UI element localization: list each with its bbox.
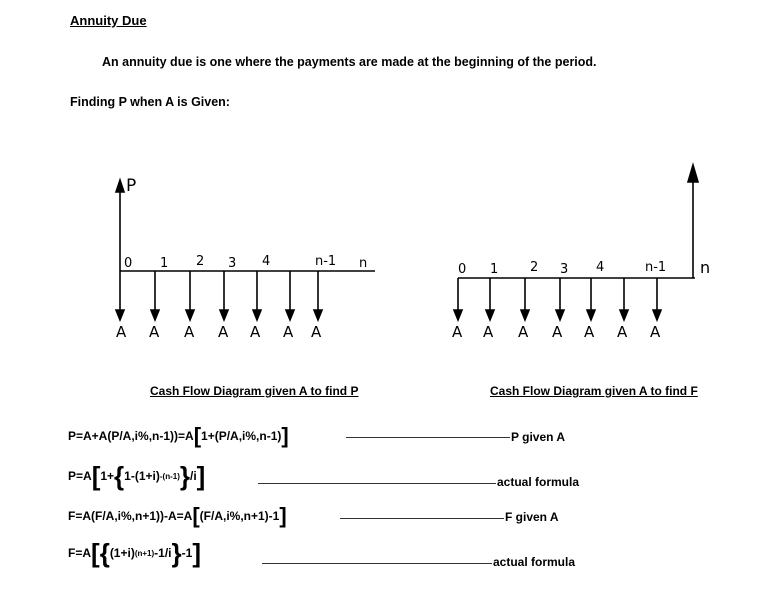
right-a-label: A xyxy=(584,323,595,341)
left-payment-arrow-head xyxy=(253,310,261,320)
right-a-label: A xyxy=(617,323,628,341)
left-brace: { xyxy=(99,538,110,568)
right-tick-4: 4 xyxy=(596,260,605,275)
right-diagram-caption: Cash Flow Diagram given A to find F xyxy=(490,384,698,398)
eq2-note: actual formula xyxy=(497,475,580,489)
right-payment-arrow-head xyxy=(486,310,494,320)
left-tick-n-1: n-1 xyxy=(315,254,337,269)
left-payment-arrow-head xyxy=(186,310,194,320)
eq2-num: 1-(1+i) xyxy=(124,469,160,483)
left-a-label: A xyxy=(116,323,127,341)
left-a-label: A xyxy=(250,323,261,341)
left-diagram-caption: Cash Flow Diagram given A to find P xyxy=(150,384,359,398)
right-tick-1: 1 xyxy=(490,262,499,277)
right-bracket: ] xyxy=(279,503,287,528)
right-a-label: A xyxy=(552,323,563,341)
left-a-label: A xyxy=(283,323,294,341)
left-payment-arrow-head xyxy=(314,310,322,320)
eq4-num: (1+i) xyxy=(109,546,135,560)
right-payment-arrow-head xyxy=(556,310,564,320)
left-a-label: A xyxy=(149,323,160,341)
eq3-inner: (F/A,i%,n+1)-1 xyxy=(199,509,280,523)
right-payment-arrow-head xyxy=(521,310,529,320)
left-bracket: [ xyxy=(192,503,200,528)
right-f-arrowhead xyxy=(688,165,698,182)
left-tick-1: 1 xyxy=(160,256,169,271)
left-payment-arrow-head xyxy=(116,310,124,320)
right-brace: } xyxy=(179,461,190,491)
left-a-label: A xyxy=(311,323,322,341)
eq1-inner: 1+(P/A,i%,n-1) xyxy=(201,429,282,443)
left-p-arrowhead xyxy=(116,180,124,192)
left-a-label: A xyxy=(184,323,195,341)
right-tick-3: 3 xyxy=(560,262,569,277)
left-payment-arrow-head xyxy=(151,310,159,320)
right-bracket: ] xyxy=(196,461,206,491)
eq1-lhs: P=A+A(P/A,i%,n-1))=A xyxy=(68,429,194,443)
left-bracket: [ xyxy=(91,538,100,568)
eq3-lhs: F=A(F/A,i%,n+1))-A=A xyxy=(68,509,193,523)
eq2-exponent: -(n-1) xyxy=(159,471,180,481)
eq4-lhs: F=A xyxy=(68,546,92,560)
eq3-note: F given A xyxy=(505,510,559,524)
section-heading: Finding P when A is Given: xyxy=(70,95,230,109)
eq2-div: /i xyxy=(189,469,197,483)
eq4-tail: -1 xyxy=(181,546,193,560)
left-payment-arrow-head xyxy=(286,310,294,320)
intro-text: An annuity due is one where the payments are made at the beginning of the period. xyxy=(102,55,597,69)
equation-4 xyxy=(68,540,201,566)
right-a-label: A xyxy=(483,323,494,341)
eq3-leader xyxy=(340,518,504,519)
left-payment-arrow-head xyxy=(220,310,228,320)
right-tick-n-1: n-1 xyxy=(645,260,667,275)
left-tick-2: 2 xyxy=(196,254,205,269)
right-brace: } xyxy=(171,538,182,568)
right-tick-2: 2 xyxy=(530,260,539,275)
right-tick-0: 0 xyxy=(458,262,467,277)
equation-1 xyxy=(68,425,289,447)
eq4-leader xyxy=(262,563,492,564)
equation-2 xyxy=(68,463,205,489)
eq4-exponent: (n+1) xyxy=(134,548,155,558)
page-title: Annuity Due xyxy=(70,13,147,28)
eq1-leader xyxy=(346,437,510,438)
left-payment-arrows xyxy=(116,271,322,320)
right-bracket: ] xyxy=(281,423,289,448)
left-tick-4: 4 xyxy=(262,254,271,269)
right-a-label: A xyxy=(452,323,463,341)
eq4-rest: -1/i xyxy=(154,546,172,560)
eq1-note: P given A xyxy=(511,430,566,444)
right-a-label: A xyxy=(518,323,529,341)
left-tick-3: 3 xyxy=(228,256,237,271)
left-p-label: P xyxy=(126,176,137,196)
right-payment-arrow-head xyxy=(454,310,462,320)
left-brace: { xyxy=(114,461,125,491)
right-bracket: ] xyxy=(192,538,201,568)
left-tick-0: 0 xyxy=(124,256,133,271)
right-payment-arrow-head xyxy=(620,310,628,320)
eq2-lhs: P=A xyxy=(68,469,92,483)
right-a-label: A xyxy=(650,323,661,341)
equation-3 xyxy=(68,505,287,527)
left-a-label: A xyxy=(218,323,229,341)
left-bracket: [ xyxy=(91,461,101,491)
right-tick-n: n xyxy=(700,258,711,277)
right-payment-arrows xyxy=(454,278,661,320)
eq4-note: actual formula xyxy=(493,555,576,569)
eq2-one: 1+ xyxy=(100,469,115,483)
right-payment-arrow-head xyxy=(653,310,661,320)
left-tick-n: n xyxy=(359,256,368,271)
eq2-leader xyxy=(258,483,496,484)
right-payment-arrow-head xyxy=(587,310,595,320)
left-bracket: [ xyxy=(193,423,202,448)
